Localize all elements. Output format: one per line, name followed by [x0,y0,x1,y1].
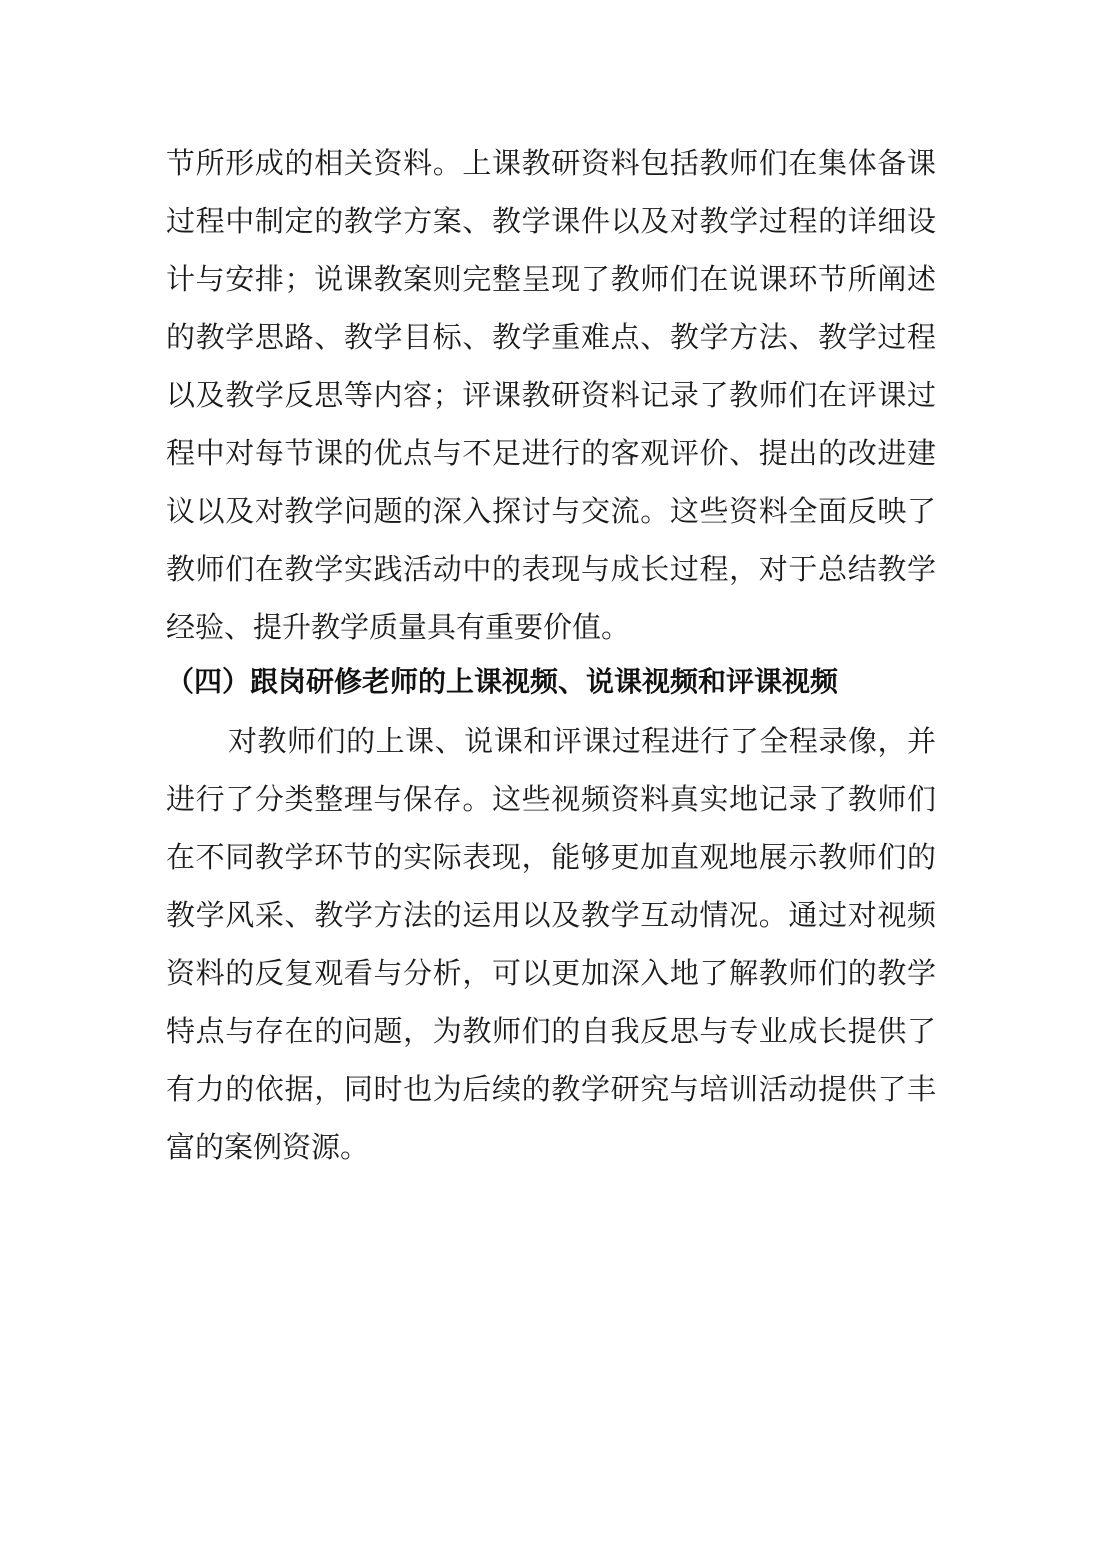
section-heading: （四）跟岗研修老师的上课视频、说课视频和评课视频 [166,665,839,698]
paragraph-1-line-3: 计与安排；说课教案则完整呈现了教师们在说课环节所阐述 [166,262,936,296]
paragraph-2-line-5: 资料的反复观看与分析，可以更加深入地了解教师们的教学 [166,956,936,990]
paragraph-1-line-9: 经验、提升教学质量具有重要价值。 [166,610,631,644]
paragraph-2-line-3: 在不同教学环节的实际表现，能够更加直观地展示教师们的 [166,840,936,874]
paragraph-2-line-6: 特点与存在的问题，为教师们的自我反思与专业成长提供了 [166,1014,936,1048]
paragraph-1-line-5: 以及教学反思等内容；评课教研资料记录了教师们在评课过 [166,378,936,412]
paragraph-2-line-8: 富的案例资源。 [166,1130,370,1164]
paragraph-1-line-8: 教师们在教学实践活动中的表现与成长过程，对于总结教学 [166,552,936,586]
paragraph-2-line-4: 教学风采、教学方法的运用以及教学互动情况。通过对视频 [166,898,936,932]
paragraph-1-line-6: 程中对每节课的优点与不足进行的客观评价、提出的改进建 [166,436,936,470]
paragraph-2-line-7: 有力的依据，同时也为后续的教学研究与培训活动提供了丰 [166,1072,936,1106]
paragraph-1-line-4: 的教学思路、教学目标、教学重难点、教学方法、教学过程 [166,320,936,354]
paragraph-1-line-2: 过程中制定的教学方案、教学课件以及对教学过程的详细设 [166,204,936,238]
paragraph-2-line-2: 进行了分类整理与保存。这些视频资料真实地记录了教师们 [166,782,936,816]
paragraph-1-line-7: 议以及对教学问题的深入探讨与交流。这些资料全面反映了 [166,494,936,528]
paragraph-2-line-1: 对教师们的上课、说课和评课过程进行了全程录像，并 [228,724,936,758]
paragraph-1-line-1: 节所形成的相关资料。上课教研资料包括教师们在集体备课 [166,146,936,180]
